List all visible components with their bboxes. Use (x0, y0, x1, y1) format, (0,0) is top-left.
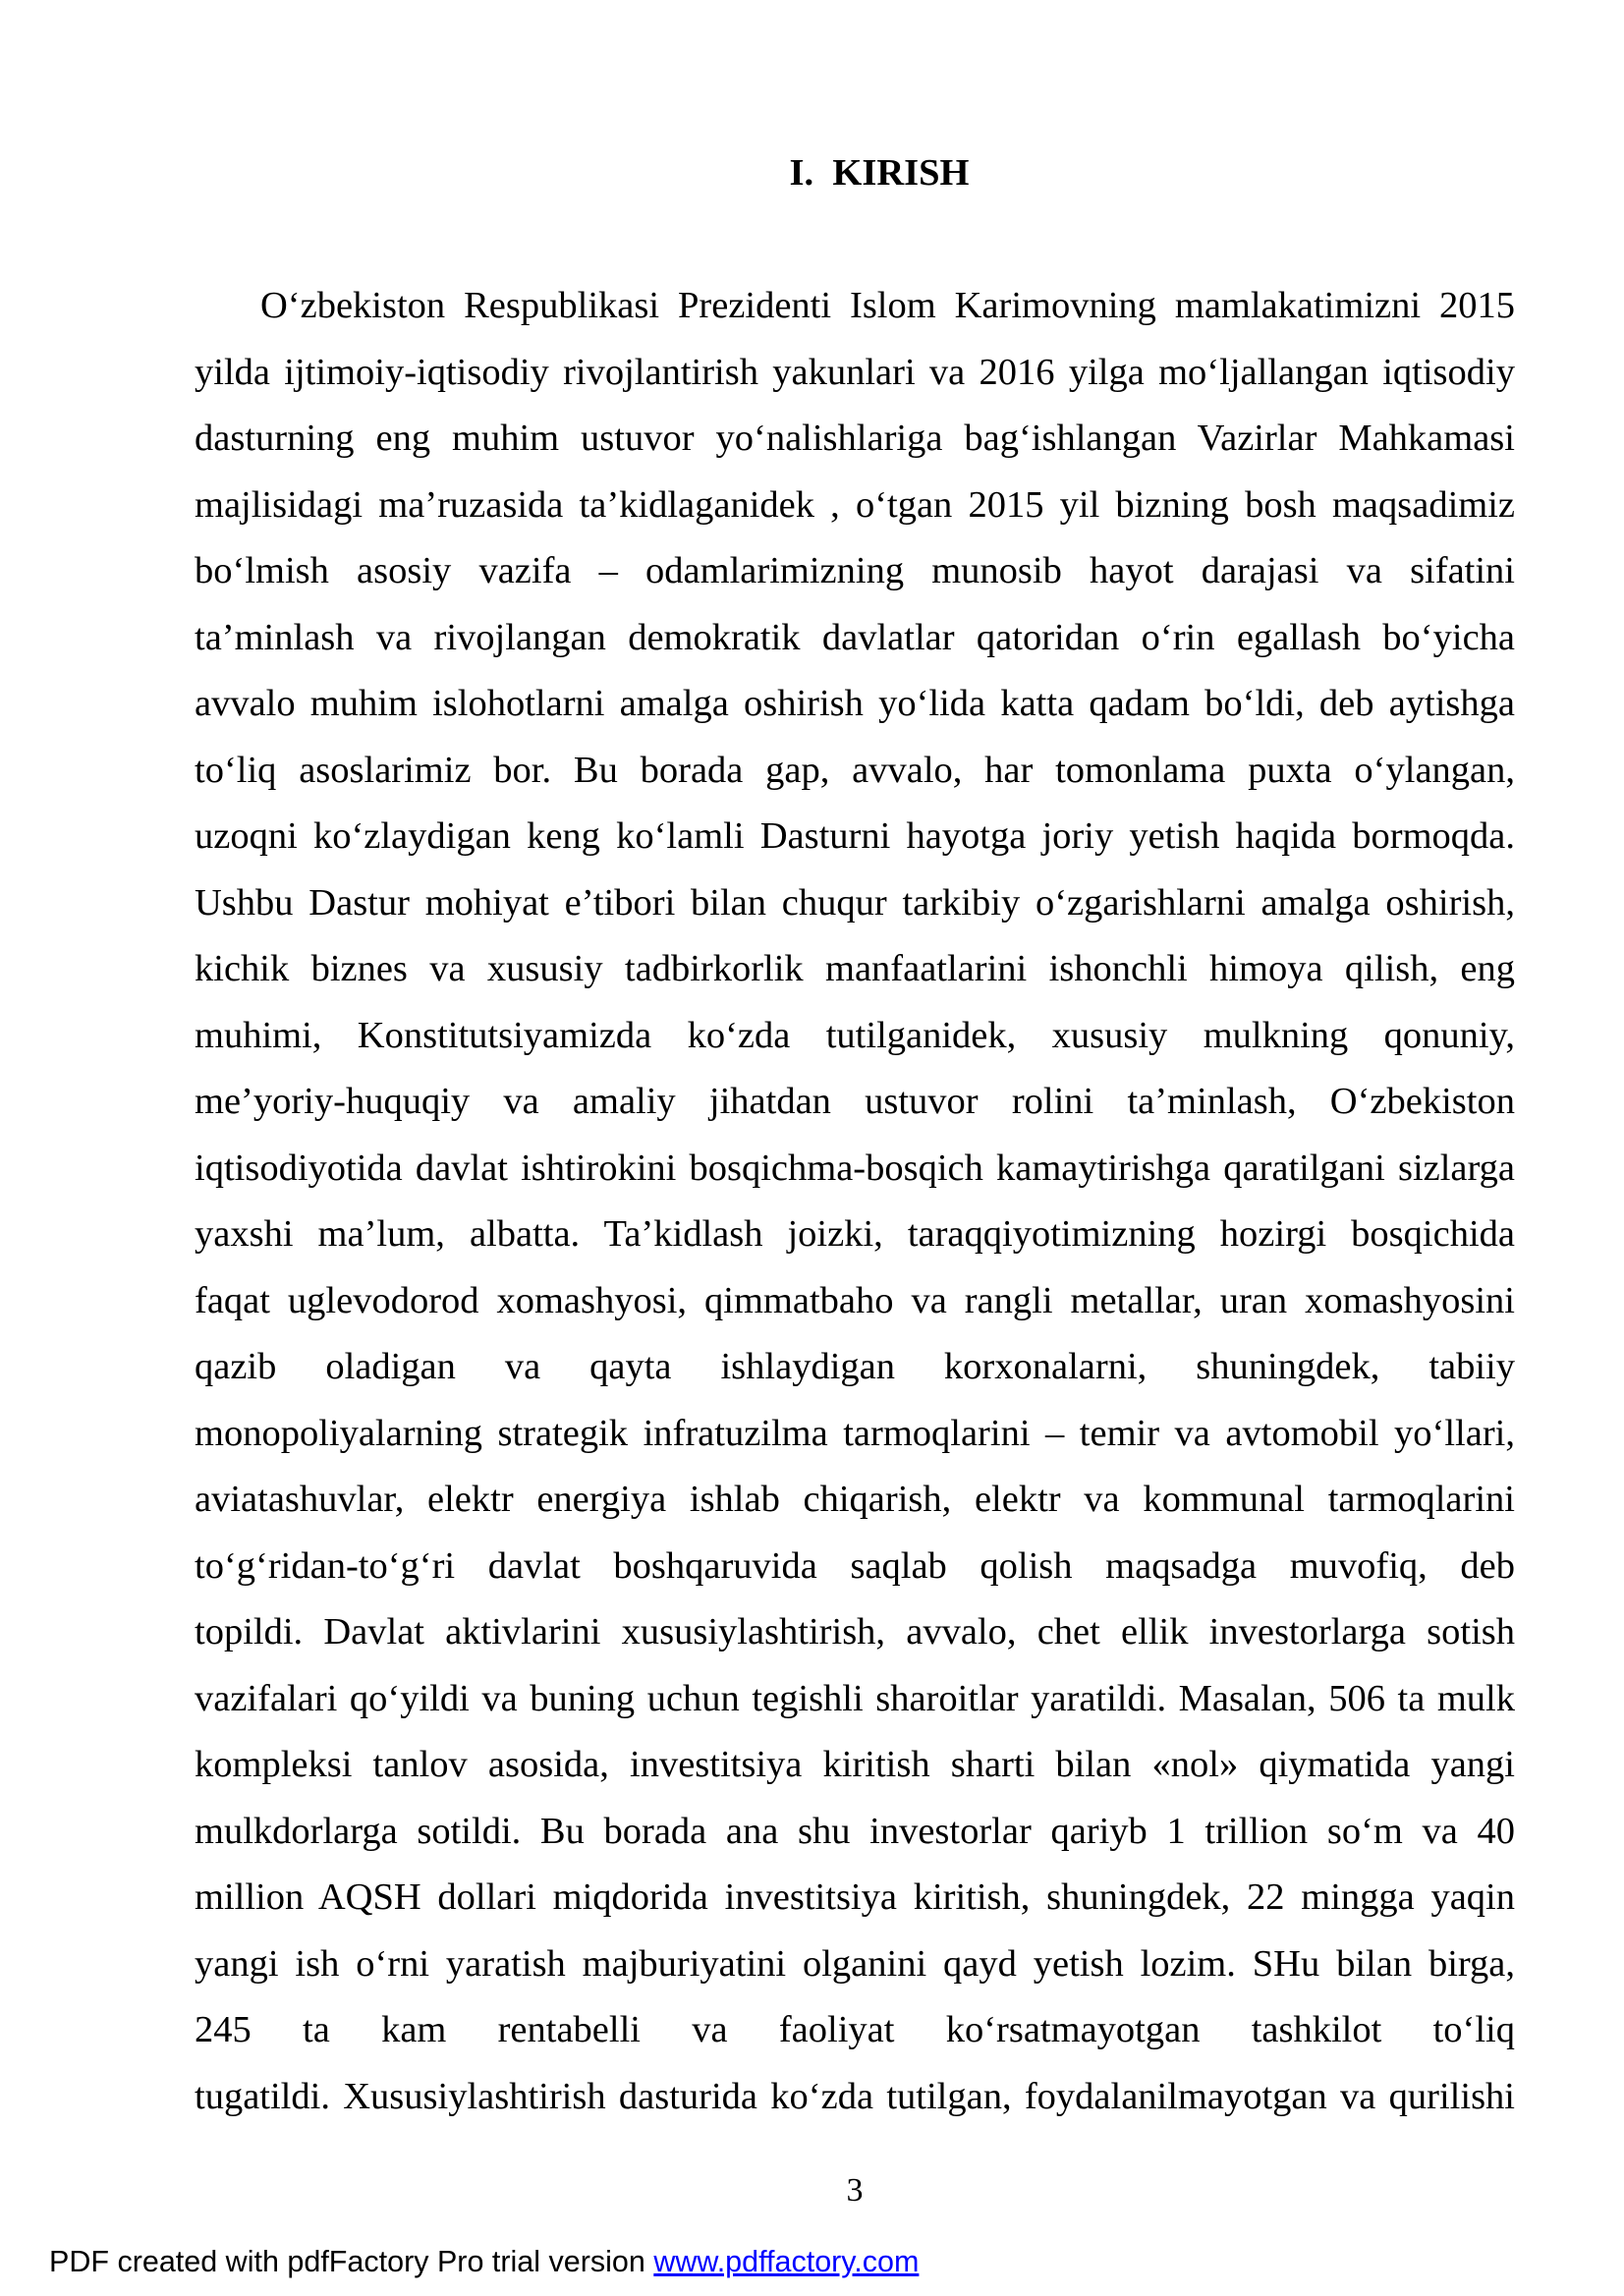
text-line: majlisidagi ma’ruzasida ta’kidlaganidek , o‘tgan 2015 yil bizning bosh maqsadimiz (195, 483, 1515, 526)
text-line: ta’minlash va rivojlangan demokratik davlatlar qatoridan o‘rin egallash bo‘yicha (195, 616, 1515, 658)
text-line: monopoliyalarning strategik infratuzilma tarmoqlarini – temir va avtomobil yo‘llari, (195, 1412, 1515, 1454)
text-line: mulkdorlarga sotildi. Bu borada ana shu investorlar qariyb 1 trillion so‘m va 40 (195, 1810, 1515, 1852)
text-line: bo‘lmish asosiy vazifa – odamlarimizning munosib hayot darajasi va sifatini (195, 550, 1515, 591)
text-line: kompleksi tanlov asosida, investitsiya kiritish sharti bilan «nol» qiymatida yangi (195, 1744, 1515, 1785)
text-line: aviatashuvlar, elektr energiya ishlab chiqarish, elektr va kommunal tarmoqlarini (195, 1479, 1515, 1520)
text-line: me’yoriy-huquqiy va amaliy jihatdan ustuvor rolini ta’minlash, O‘zbekiston (195, 1081, 1515, 1122)
text-line: yilda ijtimoiy-iqtisodiy rivojlantirish yakunlari va 2016 yilga mo‘ljallangan iqtisodiy (195, 351, 1515, 393)
section-title: I. KIRISH (789, 152, 970, 194)
text-line: qazib oladigan va qayta ishlaydigan korxonalarni, shuningdek, tabiiy (195, 1346, 1515, 1387)
text-line: avvalo muhim islohotlarni amalga oshirish yo‘lida katta qadam bo‘ldi, deb aytishga (195, 683, 1515, 724)
text-line: million AQSH dollari miqdorida investitsiya kiritish, shuningdek, 22 mingga yaqin (195, 1876, 1515, 1918)
text-line: tugatildi. Xususiylashtirish dasturida ko‘zda tutilgan, foydalanilmayotgan va qurilishi (195, 2075, 1515, 2117)
text-line: muhimi, Konstitutsiyamizda ko‘zda tutilganidek, xususiy mulkning qonuniy, (195, 1014, 1515, 1056)
pdf-footer (49, 2244, 919, 2279)
text-line: kichik biznes va xususiy tadbirkorlik manfaatlarini ishonchli himoya qilish, eng (195, 948, 1515, 989)
text-line: O‘zbekiston Respublikasi Prezidenti Islom Karimovning mamlakatimizni 2015 (260, 285, 1515, 326)
footer-text: PDF created with pdfFactory Pro trial version (49, 2245, 654, 2278)
text-line: dasturning eng muhim ustuvor yo‘nalishlariga bag‘ishlangan Vazirlar Mahkamasi (195, 418, 1515, 459)
text-line: Ushbu Dastur mohiyat e’tibori bilan chuqur tarkibiy o‘zgarishlarni amalga oshirish, (195, 881, 1515, 924)
text-line: faqat uglevodorod xomashyosi, qimmatbaho va rangli metallar, uran xomashyosini (195, 1279, 1515, 1321)
text-line: 245 ta kam rentabelli va faoliyat ko‘rsatmayotgan tashkilot to‘liq (195, 2009, 1515, 2050)
body-text (195, 273, 1515, 2130)
text-line: to‘liq asoslarimiz bor. Bu borada gap, avvalo, har tomonlama puxta o‘ylangan, (195, 749, 1515, 791)
text-line: iqtisodiyotida davlat ishtirokini bosqichma-bosqich kamaytirishga qaratilgani sizlarga (195, 1147, 1515, 1189)
page-number: 3 (846, 2172, 864, 2209)
text-line: to‘g‘ridan-to‘g‘ri davlat boshqaruvida saqlab qolish maqsadga muvofiq, deb (195, 1544, 1515, 1587)
text-line: topildi. Davlat aktivlarini xususiylashtirish, avvalo, chet ellik investorlarga sotish (195, 1611, 1515, 1652)
text-line: vazifalari qo‘yildi va buning uchun tegishli sharoitlar yaratildi. Masalan, 506 ta mulk (195, 1677, 1515, 1719)
text-line: yaxshi ma’lum, albatta. Ta’kidlash joizki, taraqqiyotimizning hozirgi bosqichida (195, 1213, 1515, 1255)
footer-link[interactable]: www.pdffactory.com (653, 2245, 920, 2278)
text-line: uzoqni ko‘zlaydigan keng ko‘lamli Dasturni hayotga joriy yetish haqida bormoqda. (195, 815, 1515, 857)
text-line: yangi ish o‘rni yaratish majburiyatini olganini qayd yetish lozim. SHu bilan birga, (195, 1942, 1515, 1985)
